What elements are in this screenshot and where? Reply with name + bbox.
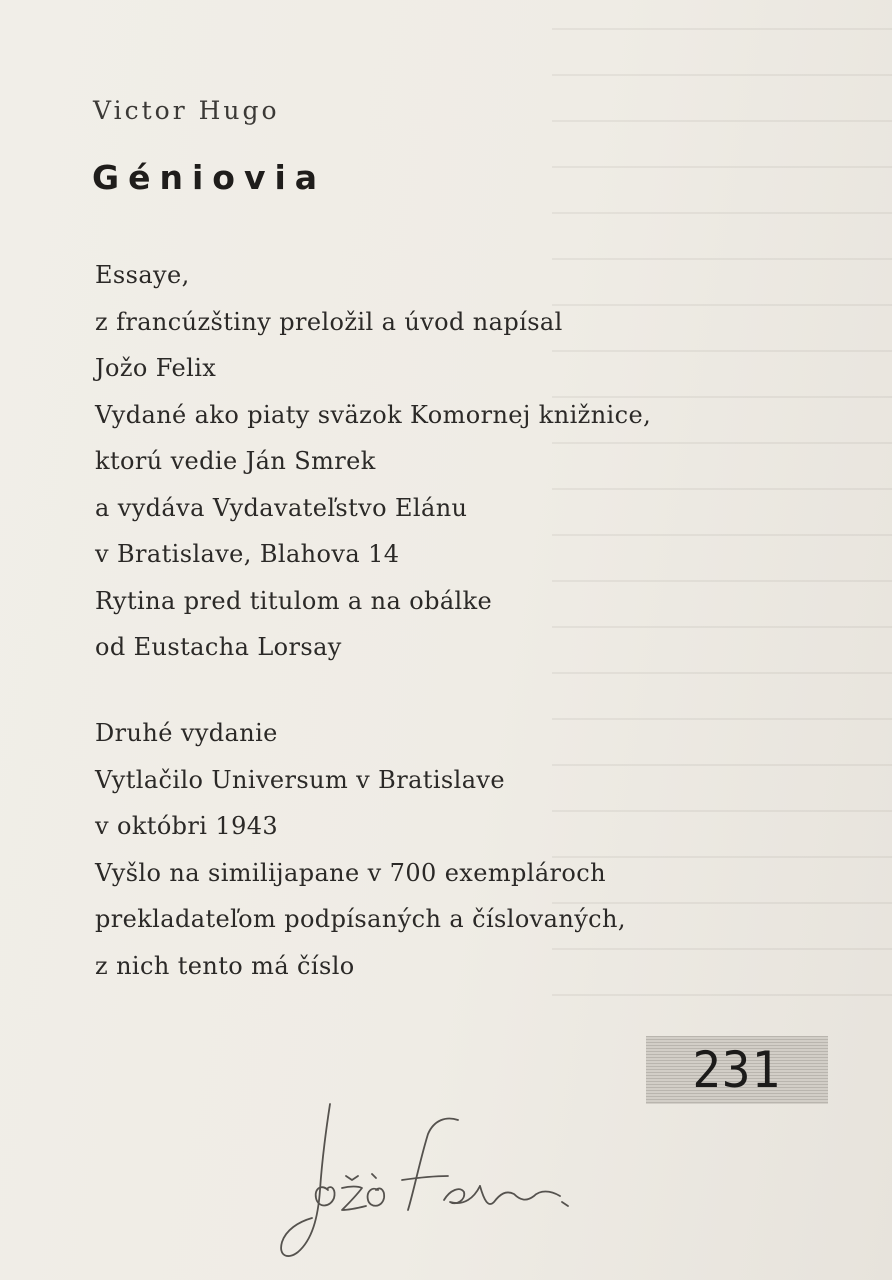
colophon-line: od Eustacha Lorsay xyxy=(95,633,342,661)
author-name: Victor Hugo xyxy=(93,96,280,125)
copy-number-stamp xyxy=(646,1036,828,1104)
edition-line: prekladateľom podpísaných a číslovaných, xyxy=(95,905,626,933)
colophon-line: Essaye, xyxy=(95,261,190,289)
copy-number: 231 xyxy=(692,1041,782,1099)
edition-line: z nich tento má číslo xyxy=(95,951,355,980)
edition-line: Druhé vydanie xyxy=(95,719,278,747)
book-title: Géniovia xyxy=(92,158,327,197)
edition-line: Vyšlo na similijapane v 700 exemplároch xyxy=(95,858,606,887)
colophon-block xyxy=(95,260,651,679)
edition-line: Vytlačilo Universum v Bratislave xyxy=(95,765,505,794)
edition-line: v októbri 1943 xyxy=(95,812,279,840)
translator-signature xyxy=(268,1090,588,1270)
colophon-line: Rytina pred titulom a na obálke xyxy=(95,586,493,615)
colophon-line: ktorú vedie Ján Smrek xyxy=(95,447,376,475)
colophon-line: v Bratislave, Blahova 14 xyxy=(95,540,400,568)
colophon-line: a vydáva Vydavateľstvo Elánu xyxy=(95,493,468,522)
colophon-line: Jožo Felix xyxy=(95,354,217,382)
edition-block xyxy=(95,718,626,997)
colophon-line: z francúzštiny preložil a úvod napísal xyxy=(95,307,563,336)
colophon-line: Vydané ako piaty sväzok Komornej knižnice, xyxy=(95,400,652,429)
